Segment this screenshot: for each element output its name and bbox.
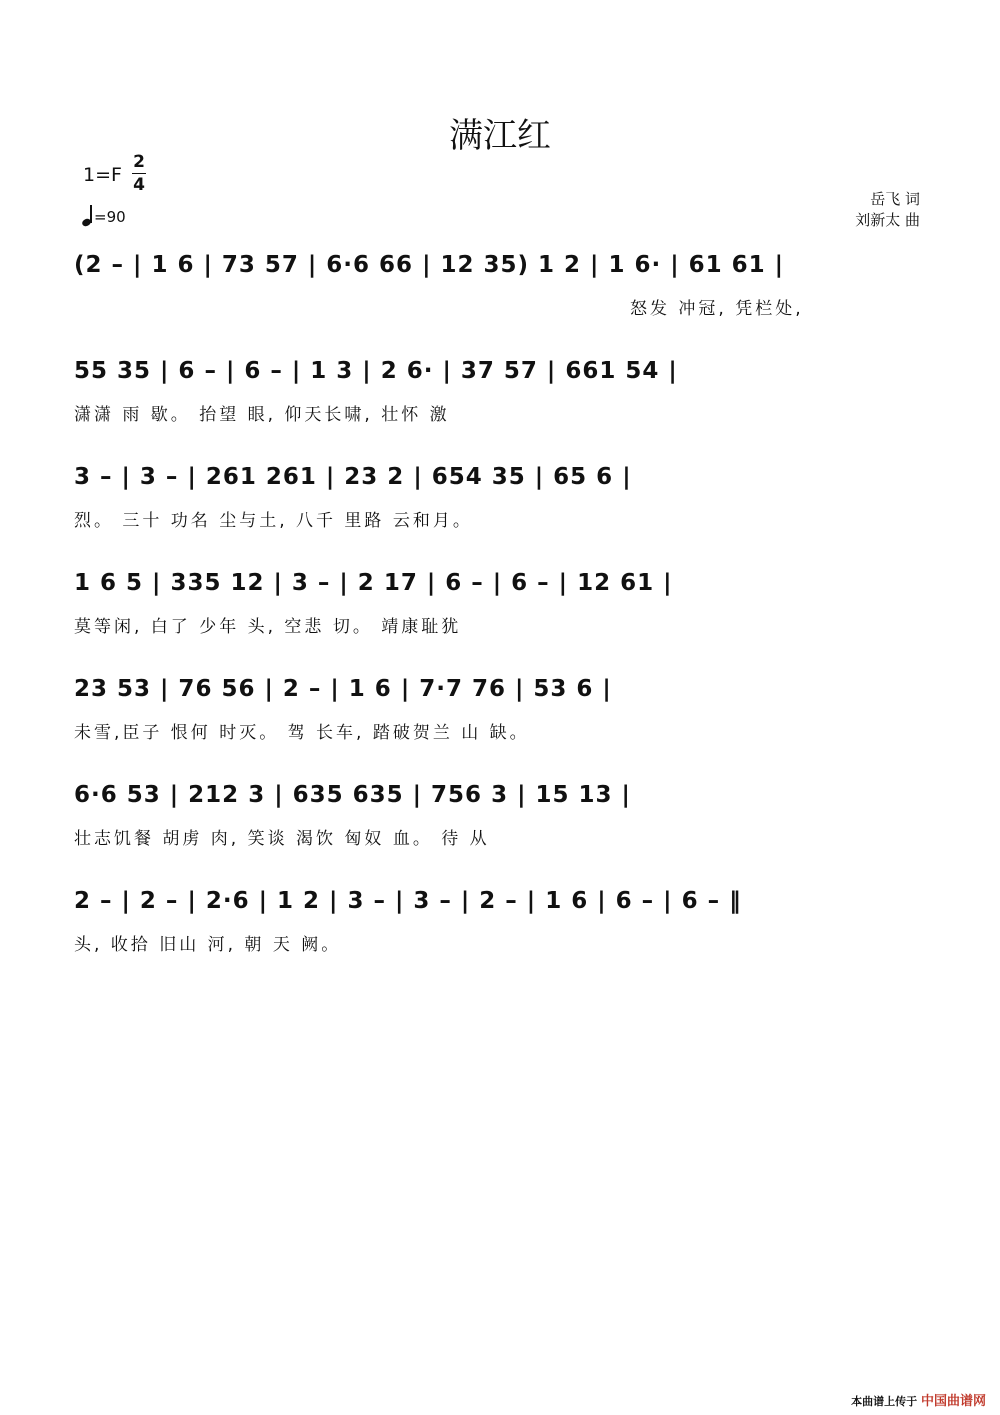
time-signature	[132, 152, 146, 195]
notes-row-7: 2 – | 2 – | 2·6 | 1 2 | 3 – | 3 – | 2 – | 1 6 | 6 – | 6 – ‖	[74, 888, 742, 914]
time-signature-top: 2	[133, 152, 145, 172]
score-row-4	[74, 570, 934, 637]
notes-row-6: 6·6 53 | 212 3 | 635 635 | 756 3 | 15 13 |	[74, 782, 631, 808]
lyrics-row-4: 莫等闲, 白了 少年 头, 空悲 切。 靖康耻犹	[74, 617, 462, 637]
notes-row-3: 3 – | 3 – | 261 261 | 23 2 | 654 35 | 65 6 |	[74, 464, 632, 490]
lyricist-credit: 岳飞 词	[870, 190, 920, 208]
score-row-5	[74, 676, 934, 743]
score-row-2	[74, 358, 934, 425]
quarter-note-icon	[82, 204, 94, 226]
lyrics-row-5: 未雪,臣子 恨何 时灭。 驾 长车, 踏破贺兰 山 缺。	[74, 723, 530, 743]
tempo-marking	[82, 204, 126, 226]
notes-row-5: 23 53 | 76 56 | 2 – | 1 6 | 7·7 76 | 53 6 |	[74, 676, 612, 702]
score-row-6	[74, 782, 934, 849]
site-logo: 中国曲谱网	[920, 1394, 986, 1409]
lyrics-row-7: 头, 收拾 旧山 河, 朝 天 阙。	[74, 935, 342, 955]
notes-row-4: 1 6 5 | 335 12 | 3 – | 2 17 | 6 – | 6 – | 12 61 |	[74, 570, 673, 596]
lyrics-row-3: 烈。 三十 功名 尘与土, 八千 里路 云和月。	[74, 511, 473, 531]
time-signature-bottom: 4	[133, 175, 145, 195]
lyrics-row-1: 怒发 冲冠, 凭栏处,	[630, 299, 804, 319]
composer-credit: 刘新太 曲	[855, 211, 920, 229]
notes-row-1: (2 – | 1 6 | 73 57 | 6·6 66 | 12 35) 1 2 | 1 6· | 61 61 |	[74, 252, 785, 278]
score-row-3	[74, 464, 934, 531]
score-row-1	[74, 252, 934, 319]
footer-prefix: 本曲谱上传于	[851, 1395, 918, 1408]
tempo-value: =90	[94, 208, 126, 226]
lyrics-row-2: 潇潇 雨 歇。 抬望 眼, 仰天长啸, 壮怀 激	[74, 405, 450, 425]
score-row-7	[74, 888, 934, 955]
footer-credit	[851, 1390, 986, 1409]
lyrics-row-6: 壮志饥餐 胡虏 肉, 笑谈 渴饮 匈奴 血。 待 从	[74, 829, 490, 849]
key-signature: 1=F	[83, 164, 122, 186]
time-signature-bar	[132, 173, 146, 174]
notes-row-2: 55 35 | 6 – | 6 – | 1 3 | 2 6· | 37 57 | 661 54 |	[74, 358, 678, 384]
song-title: 满江红	[449, 116, 551, 156]
